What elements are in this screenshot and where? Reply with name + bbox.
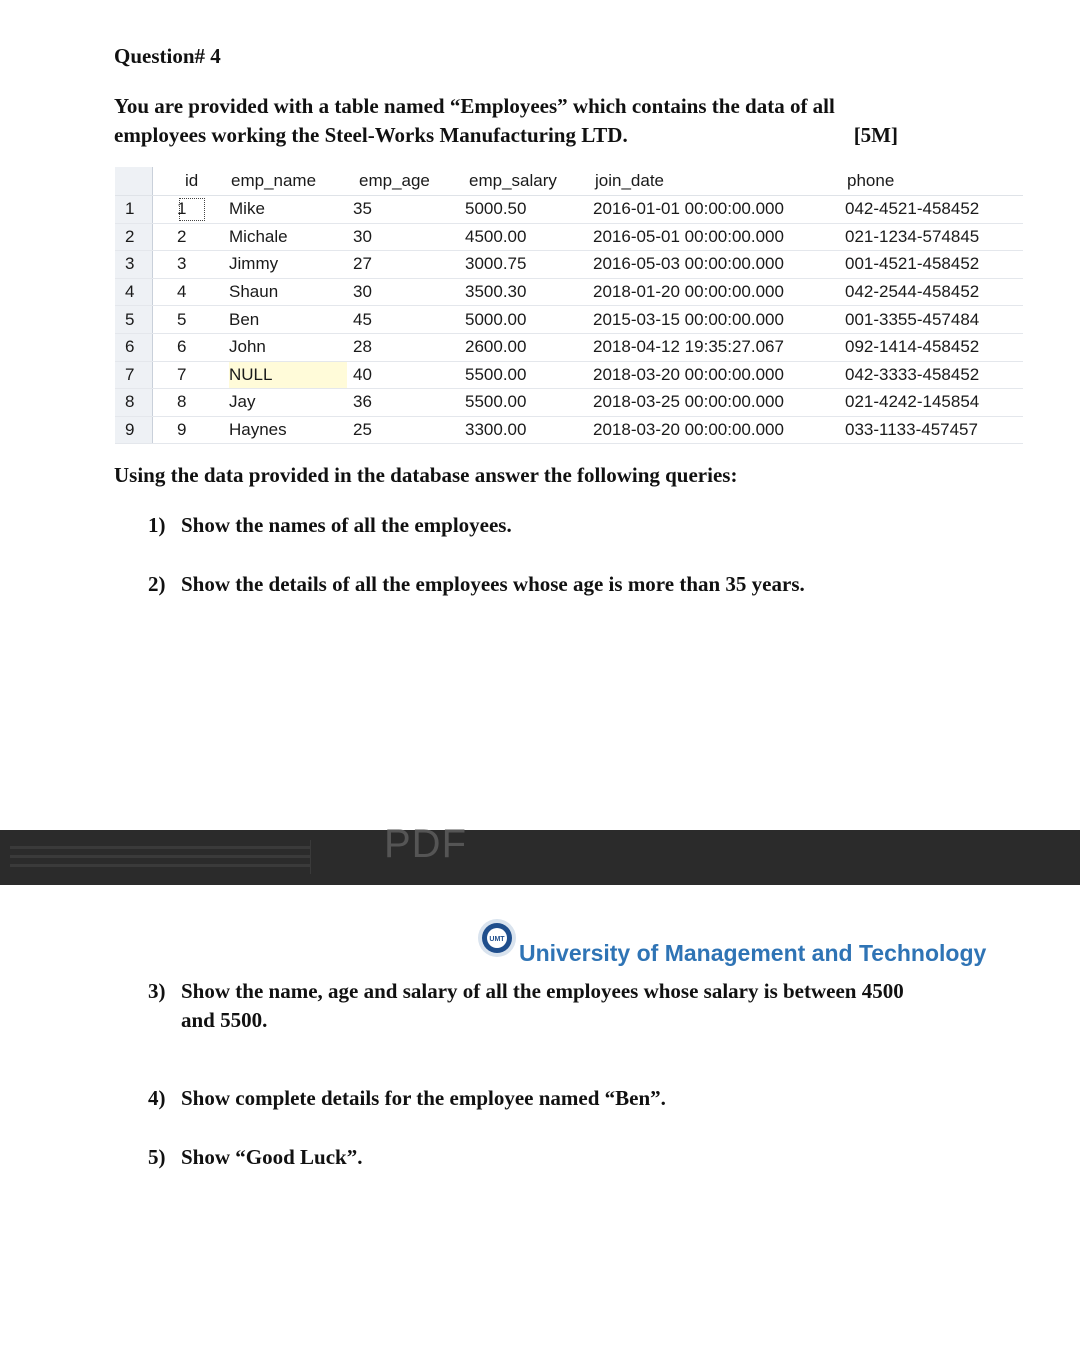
question-number: 2) bbox=[148, 572, 166, 596]
university-name: University of Management and Technology bbox=[519, 940, 987, 966]
table-row[interactable] bbox=[115, 224, 1023, 252]
viewer-page-separator-bar bbox=[0, 822, 1080, 885]
question-4 bbox=[148, 1084, 666, 1113]
question-5 bbox=[148, 1143, 362, 1172]
cell-join-date[interactable]: 2018-03-20 00:00:00.000 bbox=[593, 364, 784, 384]
cell-emp-salary[interactable]: 5000.50 bbox=[465, 199, 527, 219]
cell-id[interactable]: 8 bbox=[177, 392, 187, 412]
cell-emp-salary[interactable]: 5500.00 bbox=[465, 364, 527, 384]
question-1 bbox=[148, 511, 512, 540]
cell-emp-age[interactable]: 40 bbox=[353, 364, 372, 384]
cell-emp-age[interactable]: 30 bbox=[353, 226, 372, 246]
cell-emp-name[interactable]: Shaun bbox=[229, 282, 279, 302]
column-header-emp-age[interactable]: emp_age bbox=[359, 171, 430, 190]
cell-phone[interactable]: 042-3333-458452 bbox=[845, 364, 980, 384]
row-number[interactable]: 8 bbox=[115, 389, 153, 416]
row-number[interactable]: 5 bbox=[115, 306, 153, 333]
cell-emp-age[interactable]: 25 bbox=[353, 420, 372, 440]
question-3 bbox=[148, 977, 904, 1035]
cell-join-date[interactable]: 2018-01-20 00:00:00.000 bbox=[593, 282, 784, 302]
cell-phone[interactable]: 001-4521-458452 bbox=[845, 254, 980, 274]
cell-emp-salary[interactable]: 3300.00 bbox=[465, 420, 527, 440]
table-row[interactable] bbox=[115, 279, 1023, 307]
row-number[interactable]: 3 bbox=[115, 251, 153, 278]
column-header-phone[interactable]: phone bbox=[847, 171, 895, 190]
cell-join-date[interactable]: 2018-03-25 00:00:00.000 bbox=[593, 392, 784, 412]
instructions-text: Using the data provided in the database answer the following queries: bbox=[114, 463, 738, 487]
row-number[interactable]: 6 bbox=[115, 334, 153, 361]
cell-emp-age[interactable]: 30 bbox=[353, 282, 372, 302]
question-text: Show “Good Luck”. bbox=[181, 1145, 363, 1169]
row-number[interactable]: 1 bbox=[115, 196, 153, 223]
row-number[interactable]: 9 bbox=[115, 417, 153, 444]
question-number: 4) bbox=[148, 1086, 166, 1110]
column-header-emp-name[interactable]: emp_name bbox=[231, 171, 317, 190]
question-text: Show the details of all the employees whose age is more than 35 years. bbox=[181, 572, 805, 596]
cell-phone[interactable]: 001-3355-457484 bbox=[845, 309, 980, 329]
cell-emp-age[interactable]: 27 bbox=[353, 254, 372, 274]
cell-emp-age[interactable]: 36 bbox=[353, 392, 372, 412]
cell-emp-age[interactable]: 28 bbox=[353, 337, 372, 357]
question-2 bbox=[148, 570, 805, 599]
svg-text:UMT: UMT bbox=[489, 936, 505, 943]
cell-join-date[interactable]: 2016-05-01 00:00:00.000 bbox=[593, 226, 784, 246]
cell-emp-salary[interactable]: 4500.00 bbox=[465, 226, 527, 246]
cell-id[interactable]: 2 bbox=[177, 226, 187, 246]
question-text: Show complete details for the employee named “Ben”. bbox=[181, 1086, 666, 1110]
university-logo-icon bbox=[477, 918, 517, 958]
column-header-join-date[interactable]: join_date bbox=[595, 171, 665, 190]
cell-emp-name[interactable]: Mike bbox=[229, 199, 265, 219]
table-row[interactable] bbox=[115, 362, 1023, 390]
cell-emp-name[interactable]: Haynes bbox=[229, 420, 287, 440]
cell-id[interactable]: 1 bbox=[177, 196, 207, 223]
cell-phone[interactable]: 042-2544-458452 bbox=[845, 282, 980, 302]
cell-emp-age[interactable]: 35 bbox=[353, 199, 372, 219]
cell-emp-age[interactable]: 45 bbox=[353, 309, 372, 329]
cell-emp-salary[interactable]: 3000.75 bbox=[465, 254, 527, 274]
cell-phone[interactable]: 042-4521-458452 bbox=[845, 199, 980, 219]
table-row[interactable] bbox=[115, 334, 1023, 362]
grid-header-row bbox=[115, 167, 1023, 196]
grid-body bbox=[115, 196, 1023, 444]
cell-emp-name[interactable]: John bbox=[229, 337, 266, 357]
cell-emp-salary[interactable]: 5000.00 bbox=[465, 309, 527, 329]
table-row[interactable] bbox=[115, 306, 1023, 334]
cell-emp-salary[interactable]: 5500.00 bbox=[465, 392, 527, 412]
question-text-line-2: and 5500. bbox=[181, 1008, 268, 1032]
pdf-watermark: PDF bbox=[384, 822, 467, 866]
cell-id[interactable]: 9 bbox=[177, 420, 187, 440]
cell-emp-name[interactable]: NULL bbox=[229, 362, 347, 389]
cell-phone[interactable]: 092-1414-458452 bbox=[845, 337, 980, 357]
intro-line-1: You are provided with a table named “Employees” which contains the data of all bbox=[114, 94, 835, 118]
cell-emp-name[interactable]: Jimmy bbox=[229, 254, 279, 274]
blurred-thumbnail bbox=[10, 840, 311, 874]
row-number[interactable]: 4 bbox=[115, 279, 153, 306]
column-header-emp-salary[interactable]: emp_salary bbox=[469, 171, 557, 190]
cell-join-date[interactable]: 2018-04-12 19:35:27.067 bbox=[593, 337, 784, 357]
question-number: 5) bbox=[148, 1145, 166, 1169]
row-number[interactable]: 2 bbox=[115, 224, 153, 251]
column-header-id[interactable]: id bbox=[185, 171, 199, 190]
question-text-line-1: Show the name, age and salary of all the employees whose salary is between 4500 bbox=[181, 979, 904, 1003]
table-row[interactable] bbox=[115, 196, 1023, 224]
cell-id[interactable]: 3 bbox=[177, 254, 187, 274]
question-number: 1) bbox=[148, 513, 166, 537]
employees-results-grid bbox=[115, 167, 1023, 444]
cell-join-date[interactable]: 2015-03-15 00:00:00.000 bbox=[593, 309, 784, 329]
question-intro bbox=[114, 92, 904, 150]
cell-join-date[interactable]: 2018-03-20 00:00:00.000 bbox=[593, 420, 784, 440]
cell-phone[interactable]: 021-1234-574845 bbox=[845, 226, 980, 246]
question-number: 3) bbox=[148, 979, 166, 1003]
cell-join-date[interactable]: 2016-05-03 00:00:00.000 bbox=[593, 254, 784, 274]
marks-label: [5M] bbox=[853, 123, 898, 147]
row-number[interactable]: 7 bbox=[115, 362, 153, 389]
cell-id[interactable]: 5 bbox=[177, 309, 187, 329]
cell-join-date[interactable]: 2016-01-01 00:00:00.000 bbox=[593, 199, 784, 219]
intro-line-2: employees working the Steel-Works Manufacturing LTD. bbox=[114, 123, 628, 147]
cell-id[interactable]: 6 bbox=[177, 337, 187, 357]
cell-emp-salary[interactable]: 3500.30 bbox=[465, 282, 527, 302]
cell-emp-name[interactable]: Jay bbox=[229, 392, 256, 412]
cell-emp-name[interactable]: Michale bbox=[229, 226, 288, 246]
table-row[interactable] bbox=[115, 389, 1023, 417]
cell-emp-salary[interactable]: 2600.00 bbox=[465, 337, 527, 357]
row-number-header bbox=[115, 167, 153, 195]
cell-phone[interactable]: 033-1133-457457 bbox=[845, 420, 978, 440]
question-text: Show the names of all the employees. bbox=[181, 513, 512, 537]
question-title: Question# 4 bbox=[114, 44, 221, 68]
cell-id[interactable]: 7 bbox=[177, 364, 187, 384]
cell-emp-name[interactable]: Ben bbox=[229, 309, 260, 329]
table-row[interactable] bbox=[115, 251, 1023, 279]
cell-phone[interactable]: 021-4242-145854 bbox=[845, 392, 980, 412]
table-row[interactable] bbox=[115, 417, 1023, 445]
cell-id[interactable]: 4 bbox=[177, 282, 187, 302]
